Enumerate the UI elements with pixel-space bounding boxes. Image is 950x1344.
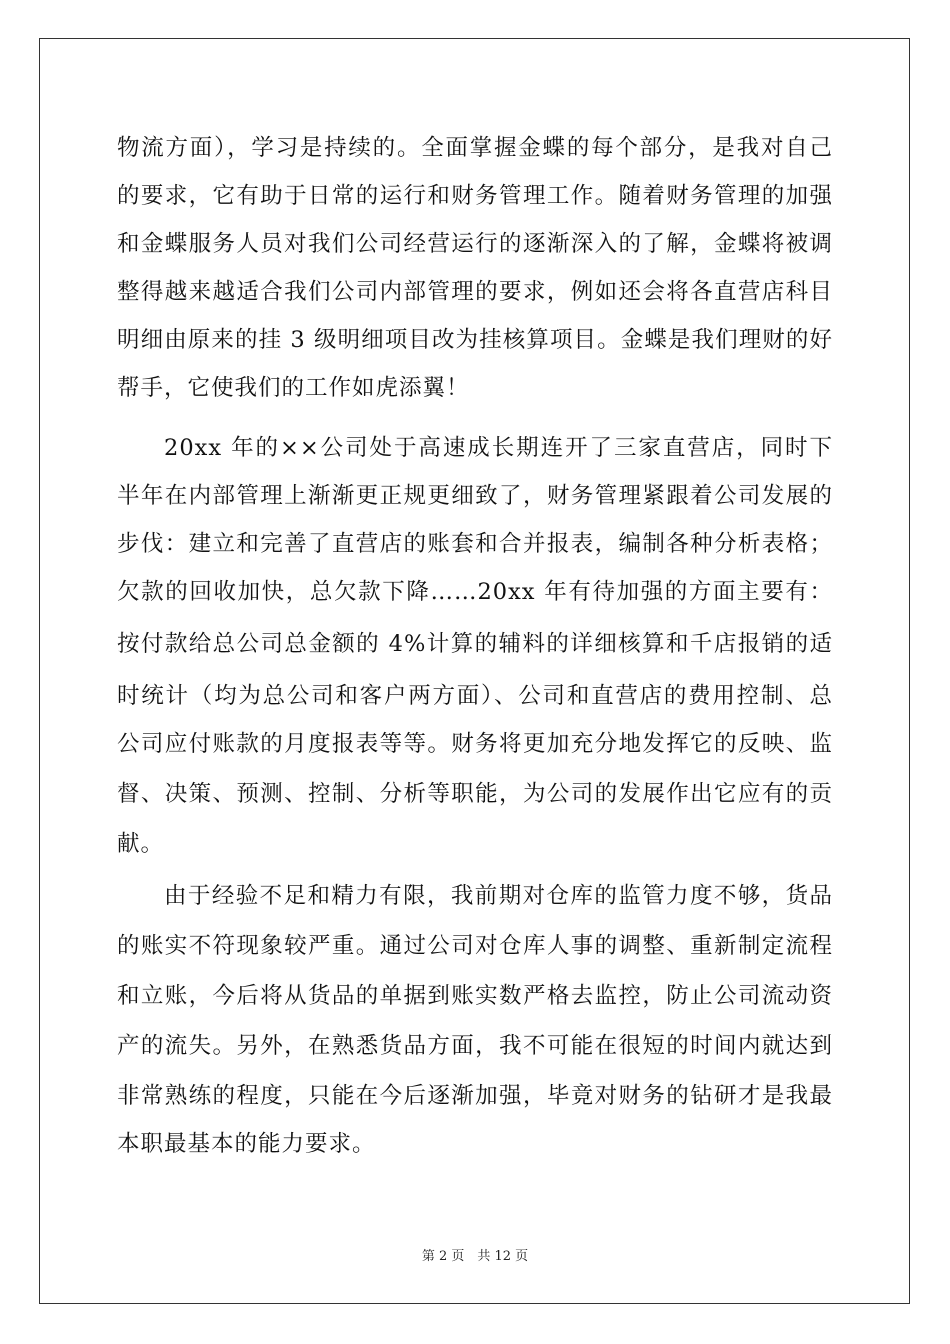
paragraph-2-line-4: 欠款的回收加快，总欠款下降……20xx 年有待加强的方面主要有：	[117, 579, 833, 605]
paragraph-2-line-1: 20xx 年的××公司处于高速成长期连开了三家直营店，同时下	[164, 435, 833, 461]
paragraph-2-line-2: 半年在内部管理上渐渐更正规更细致了，财务管理紧跟着公司发展的	[117, 483, 833, 509]
paragraph-2-line-7: 公司应付账款的月度报表等等。财务将更加充分地发挥它的反映、监	[117, 731, 833, 757]
paragraph-3-line-4: 产的流失。另外，在熟悉货品方面，我不可能在很短的时间内就达到	[117, 1033, 833, 1059]
paragraph-1-line-1: 物流方面），学习是持续的。全面掌握金蝶的每个部分，是我对自己	[117, 135, 833, 161]
paragraph-2-line-6: 时统计（均为总公司和客户两方面）、公司和直营店的费用控制、总	[117, 683, 833, 709]
paragraph-1-line-6: 帮手，它使我们的工作如虎添翼！	[117, 375, 470, 401]
paragraph-3-line-1: 由于经验不足和精力有限，我前期对仓库的监管力度不够，货品	[164, 883, 833, 909]
paragraph-2-line-9: 献。	[117, 831, 165, 857]
paragraph-1-line-5: 明细由原来的挂 3 级明细项目改为挂核算项目。金蝶是我们理财的好	[117, 327, 833, 353]
paragraph-2-line-5: 按付款给总公司总金额的 4%计算的辅料的详细核算和千店报销的适	[117, 631, 833, 657]
paragraph-1-line-4: 整得越来越适合我们公司内部管理的要求，例如还会将各直营店科目	[117, 279, 833, 305]
page-number-footer: 第 2 页 共 12 页	[421, 1249, 529, 1264]
paragraph-1-line-3: 和金蝶服务人员对我们公司经营运行的逐渐深入的了解，金蝶将被调	[117, 231, 833, 257]
paragraph-3-line-6: 本职最基本的能力要求。	[117, 1131, 376, 1157]
paragraph-3-line-5: 非常熟练的程度，只能在今后逐渐加强，毕竟对财务的钻研才是我最	[117, 1083, 833, 1109]
paragraph-1-line-2: 的要求，它有助于日常的运行和财务管理工作。随着财务管理的加强	[117, 183, 833, 209]
paragraph-2-line-3: 步伐：建立和完善了直营店的账套和合并报表，编制各种分析表格；	[117, 531, 833, 557]
paragraph-3-line-3: 和立账，今后将从货品的单据到账实数严格去监控，防止公司流动资	[117, 983, 833, 1009]
paragraph-3-line-2: 的账实不符现象较严重。通过公司对仓库人事的调整、重新制定流程	[117, 933, 833, 959]
paragraph-2-line-8: 督、决策、预测、控制、分析等职能，为公司的发展作出它应有的贡	[117, 781, 833, 807]
